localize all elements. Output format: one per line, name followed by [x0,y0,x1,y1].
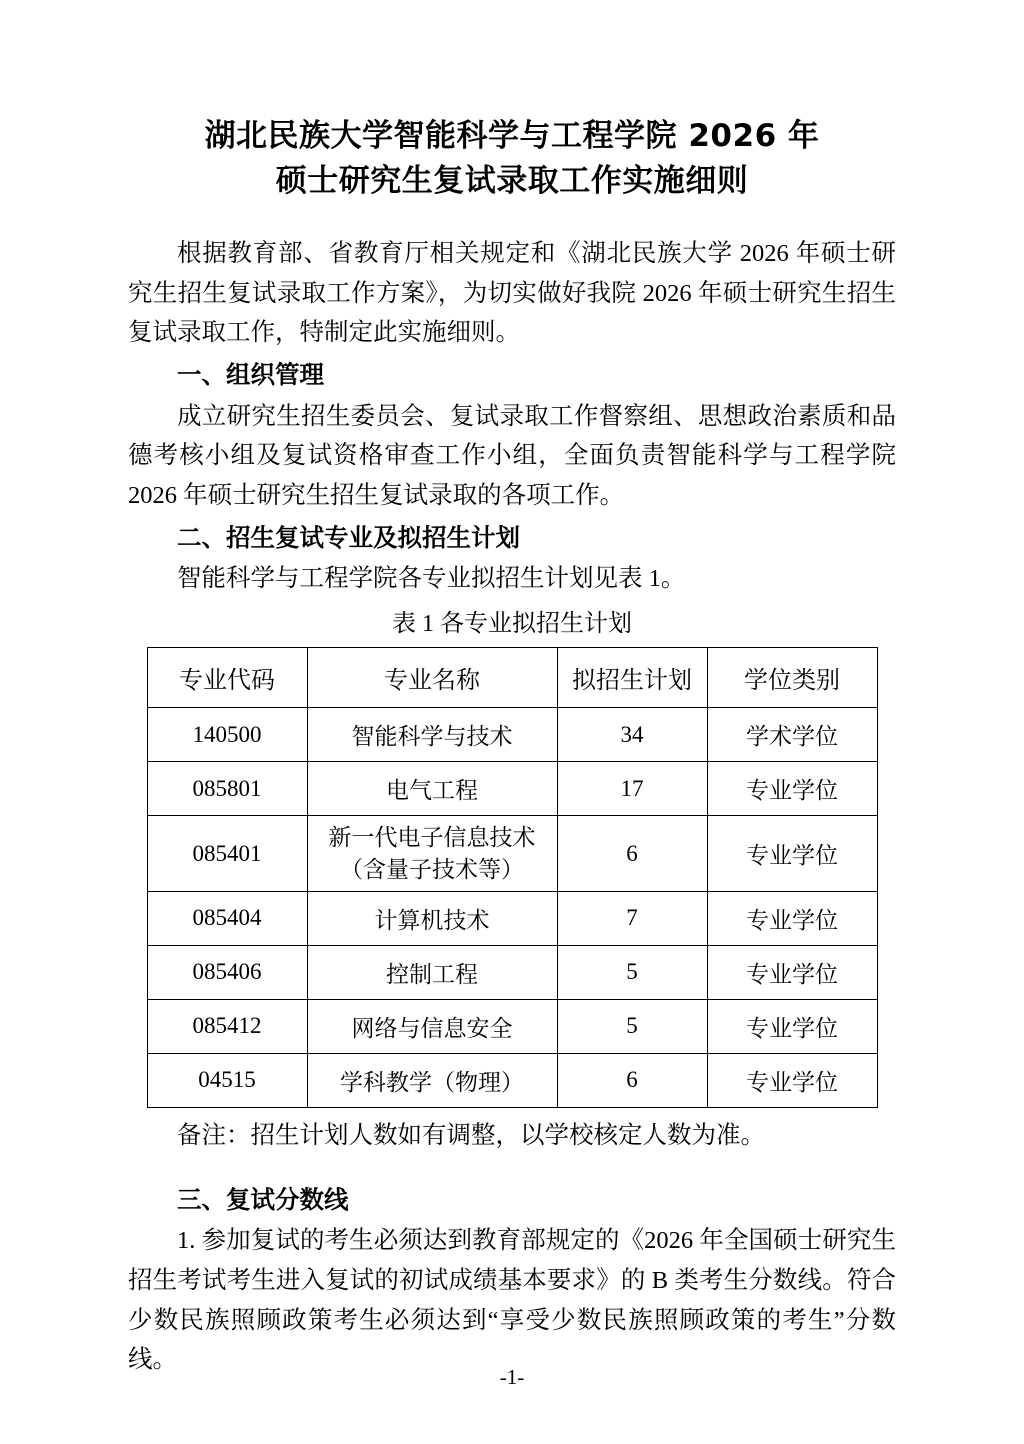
cell-major-code: 085404 [147,891,307,945]
cell-plan: 5 [557,999,707,1053]
cell-major-name-line-1: 新一代电子信息技术 [328,825,536,851]
cell-major-code: 085801 [147,762,307,816]
cell-degree-type: 专业学位 [707,762,877,816]
cell-major-code: 085406 [147,945,307,999]
section-1-paragraph: 成立研究生招生委员会、复试录取工作督察组、思想政治素质和品德考核小组及复试资格审查工作小组，全面负责智能科学与工程学院 2026 年硕士研究生招生复试录取的各项工作。 [128,402,896,509]
page-title-line-1: 湖北民族大学智能科学与工程学院 2026 年 [204,118,820,154]
table-row [147,762,877,816]
cell-major-name: 计算机技术 [307,891,557,945]
table-header-major-code: 专业代码 [147,648,307,708]
admission-plan-table [147,647,878,1107]
cell-plan: 5 [557,945,707,999]
section-2-paragraph: 智能科学与工程学院各专业拟招生计划见表 1。 [177,565,686,593]
cell-plan: 34 [557,708,707,762]
cell-major-code: 085412 [147,999,307,1053]
table-row [147,708,877,762]
intro-paragraph: 根据教育部、省教育厅相关规定和《湖北民族大学 2026 年硕士研究生招生复试录取工作方案》，为切实做好我院 2026 年硕士研究生招生复试录取工作，特制定此实施细则。 [128,239,896,347]
table-row [147,999,877,1053]
table-row [147,945,877,999]
page-title [128,114,896,204]
cell-degree-type: 专业学位 [707,999,877,1053]
cell-major-name: 控制工程 [307,945,557,999]
section-heading-2: 二、招生复试专业及拟招生计划 [177,522,520,552]
table-note: 备注：招生计划人数如有调整，以学校核定人数为准。 [177,1121,765,1149]
cell-degree-type: 学术学位 [707,708,877,762]
table-header-row [147,648,877,708]
cell-major-code: 085401 [147,816,307,891]
section-heading-1: 一、组织管理 [177,359,324,389]
cell-major-name: 电气工程 [307,762,557,816]
cell-plan: 6 [557,816,707,891]
table-caption: 表 1 各专业拟招生计划 [392,611,632,638]
cell-degree-type: 专业学位 [707,816,877,891]
cell-plan: 17 [557,762,707,816]
table-header-plan: 拟招生计划 [557,648,707,708]
section-3-paragraph: 1. 参加复试的考生必须达到教育部规定的《2026 年全国硕士研究生招生考试考生进入复试的初试成绩基本要求》的 B 类考生分数线。符合少数民族照顾政策考生必须达到“享受少数民族照顾政策的考生”分数线。 [128,1227,896,1374]
cell-major-code: 140500 [147,708,307,762]
cell-degree-type: 专业学位 [707,945,877,999]
cell-major-name-line-2: （含量子技术等） [340,856,524,882]
cell-major-name [307,816,557,891]
cell-major-code: 04515 [147,1053,307,1107]
cell-major-name: 网络与信息安全 [307,999,557,1053]
cell-degree-type: 专业学位 [707,891,877,945]
table-header-major-name: 专业名称 [307,648,557,708]
table-row [147,891,877,945]
cell-major-name: 智能科学与技术 [307,708,557,762]
table-header-degree-type: 学位类别 [707,648,877,708]
cell-plan: 6 [557,1053,707,1107]
cell-degree-type: 专业学位 [707,1053,877,1107]
page-title-line-2: 硕士研究生复试录取工作实施细则 [275,162,749,199]
section-heading-3: 三、复试分数线 [177,1184,349,1214]
table-row [147,816,877,891]
cell-major-name: 学科教学（物理） [307,1053,557,1107]
cell-plan: 7 [557,891,707,945]
table-row [147,1053,877,1107]
page-number: -1- [499,1365,525,1389]
